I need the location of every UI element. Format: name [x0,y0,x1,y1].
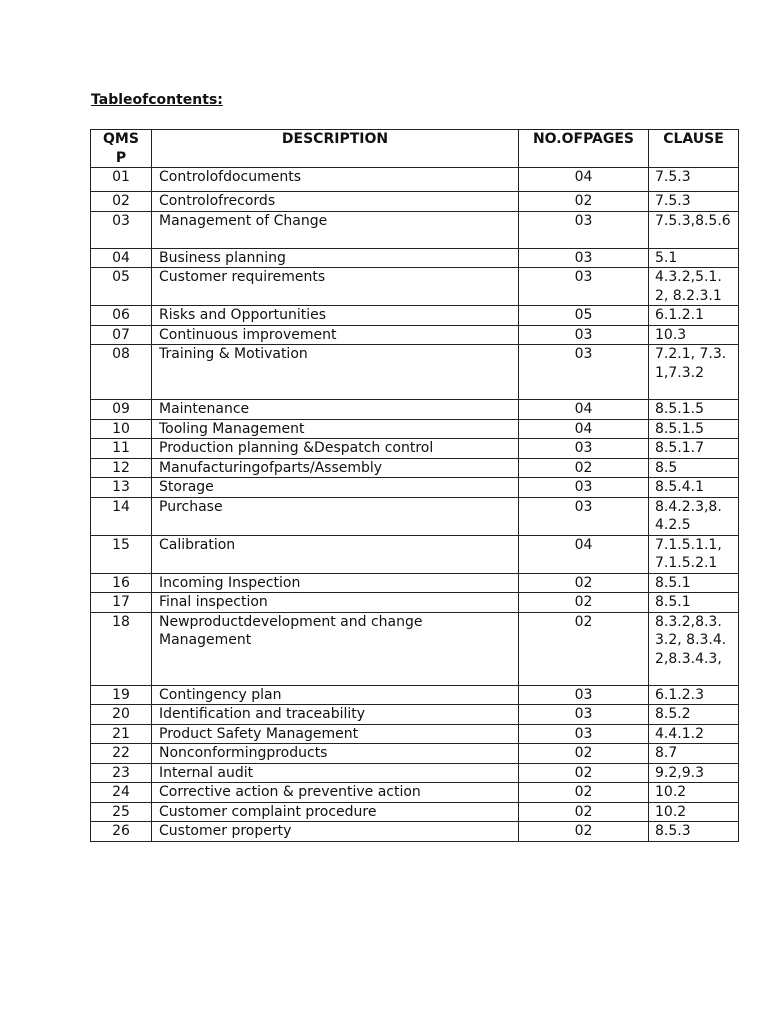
row-number: 23 [91,763,152,783]
row-clause: 7.5.3 [649,192,739,212]
row-description: Risks and Opportunities [152,306,519,326]
row-pages: 02 [519,192,649,212]
header-clause: CLAUSE [649,130,739,168]
row-number: 03 [91,211,152,248]
row-description: Controlofdocuments [152,168,519,192]
table-header-row [91,130,739,168]
table-row [91,612,739,685]
row-description: Training & Motivation [152,345,519,400]
row-number: 19 [91,685,152,705]
row-clause: 8.5.1.5 [649,419,739,439]
row-pages: 04 [519,168,649,192]
row-pages: 03 [519,705,649,725]
row-number: 16 [91,573,152,593]
row-pages: 03 [519,248,649,268]
row-description: Customer complaint procedure [152,802,519,822]
table-row [91,306,739,326]
row-number: 09 [91,400,152,420]
row-number: 05 [91,268,152,306]
row-number: 18 [91,612,152,685]
row-pages: 02 [519,593,649,613]
row-pages: 03 [519,439,649,459]
row-description: Calibration [152,535,519,573]
header-qmsp: QMS P [91,130,152,168]
row-clause: 8.3.2,8.3.3.2, 8.3.4.2,8.3.4.3, [649,612,739,685]
row-clause: 10.2 [649,783,739,803]
row-number: 25 [91,802,152,822]
row-pages: 02 [519,822,649,842]
table-row [91,325,739,345]
row-pages: 02 [519,458,649,478]
table-row [91,268,739,306]
row-number: 26 [91,822,152,842]
row-clause: 10.2 [649,802,739,822]
table-row [91,400,739,420]
row-pages: 03 [519,268,649,306]
row-clause: 4.3.2,5.1.2, 8.2.3.1 [649,268,739,306]
row-pages: 05 [519,306,649,326]
row-clause: 8.5.2 [649,705,739,725]
row-pages: 03 [519,325,649,345]
table-row [91,458,739,478]
row-number: 17 [91,593,152,613]
row-description: Controlofrecords [152,192,519,212]
table-row [91,705,739,725]
header-description: DESCRIPTION [152,130,519,168]
row-pages: 02 [519,783,649,803]
row-description: Final inspection [152,593,519,613]
row-clause: 5.1 [649,248,739,268]
row-pages: 04 [519,419,649,439]
row-pages: 03 [519,685,649,705]
row-number: 20 [91,705,152,725]
row-description: Product Safety Management [152,724,519,744]
row-description: Management of Change [152,211,519,248]
row-clause: 8.4.2.3,8.4.2.5 [649,497,739,535]
row-clause: 8.7 [649,744,739,764]
row-description: Business planning [152,248,519,268]
table-row [91,763,739,783]
row-clause: 7.5.3,8.5.6 [649,211,739,248]
table-row [91,345,739,400]
row-pages: 03 [519,478,649,498]
row-number: 08 [91,345,152,400]
row-clause: 8.5.1.5 [649,400,739,420]
row-pages: 03 [519,497,649,535]
row-description: Nonconformingproducts [152,744,519,764]
row-pages: 03 [519,345,649,400]
row-description: Contingency plan [152,685,519,705]
row-clause: 7.2.1, 7.3.1,7.3.2 [649,345,739,400]
row-clause: 8.5 [649,458,739,478]
row-number: 12 [91,458,152,478]
row-clause: 4.4.1.2 [649,724,739,744]
table-row [91,724,739,744]
table-row [91,497,739,535]
row-description: Production planning &Despatch control [152,439,519,459]
row-pages: 04 [519,535,649,573]
table-row [91,573,739,593]
row-number: 01 [91,168,152,192]
row-description: Continuous improvement [152,325,519,345]
row-clause: 8.5.1 [649,573,739,593]
row-number: 02 [91,192,152,212]
row-pages: 03 [519,724,649,744]
contents-table [90,129,739,842]
row-pages: 03 [519,211,649,248]
row-description: Incoming Inspection [152,573,519,593]
table-row [91,783,739,803]
table-row [91,685,739,705]
row-number: 13 [91,478,152,498]
table-row [91,802,739,822]
row-clause: 7.1.5.1.1, 7.1.5.2.1 [649,535,739,573]
row-pages: 02 [519,573,649,593]
row-number: 14 [91,497,152,535]
row-description: Identification and traceability [152,705,519,725]
table-row [91,211,739,248]
row-number: 21 [91,724,152,744]
row-description: Internal audit [152,763,519,783]
row-number: 24 [91,783,152,803]
table-row [91,439,739,459]
row-number: 06 [91,306,152,326]
row-number: 15 [91,535,152,573]
row-number: 04 [91,248,152,268]
row-pages: 02 [519,802,649,822]
table-body [91,168,739,842]
row-clause: 8.5.4.1 [649,478,739,498]
table-row [91,192,739,212]
row-clause: 6.1.2.3 [649,685,739,705]
row-clause: 7.5.3 [649,168,739,192]
table-row [91,744,739,764]
row-pages: 02 [519,763,649,783]
row-clause: 6.1.2.1 [649,306,739,326]
page-title: Tableofcontents: [91,92,223,108]
row-pages: 04 [519,400,649,420]
table-row [91,535,739,573]
table-row [91,168,739,192]
table-row [91,822,739,842]
row-number: 07 [91,325,152,345]
row-clause: 9.2,9.3 [649,763,739,783]
row-clause: 8.5.1.7 [649,439,739,459]
row-description: Storage [152,478,519,498]
row-number: 11 [91,439,152,459]
row-description: Purchase [152,497,519,535]
row-description: Manufacturingofparts/Assembly [152,458,519,478]
table-row [91,593,739,613]
row-description: Corrective action & preventive action [152,783,519,803]
row-description: Newproductdevelopment and change Management [152,612,519,685]
row-number: 10 [91,419,152,439]
row-number: 22 [91,744,152,764]
row-clause: 8.5.3 [649,822,739,842]
table-row [91,419,739,439]
row-clause: 8.5.1 [649,593,739,613]
row-description: Tooling Management [152,419,519,439]
row-description: Customer property [152,822,519,842]
row-pages: 02 [519,744,649,764]
row-clause: 10.3 [649,325,739,345]
row-pages: 02 [519,612,649,685]
row-description: Maintenance [152,400,519,420]
row-description: Customer requirements [152,268,519,306]
header-pages: NO.OFPAGES [519,130,649,168]
table-row [91,248,739,268]
table-row [91,478,739,498]
